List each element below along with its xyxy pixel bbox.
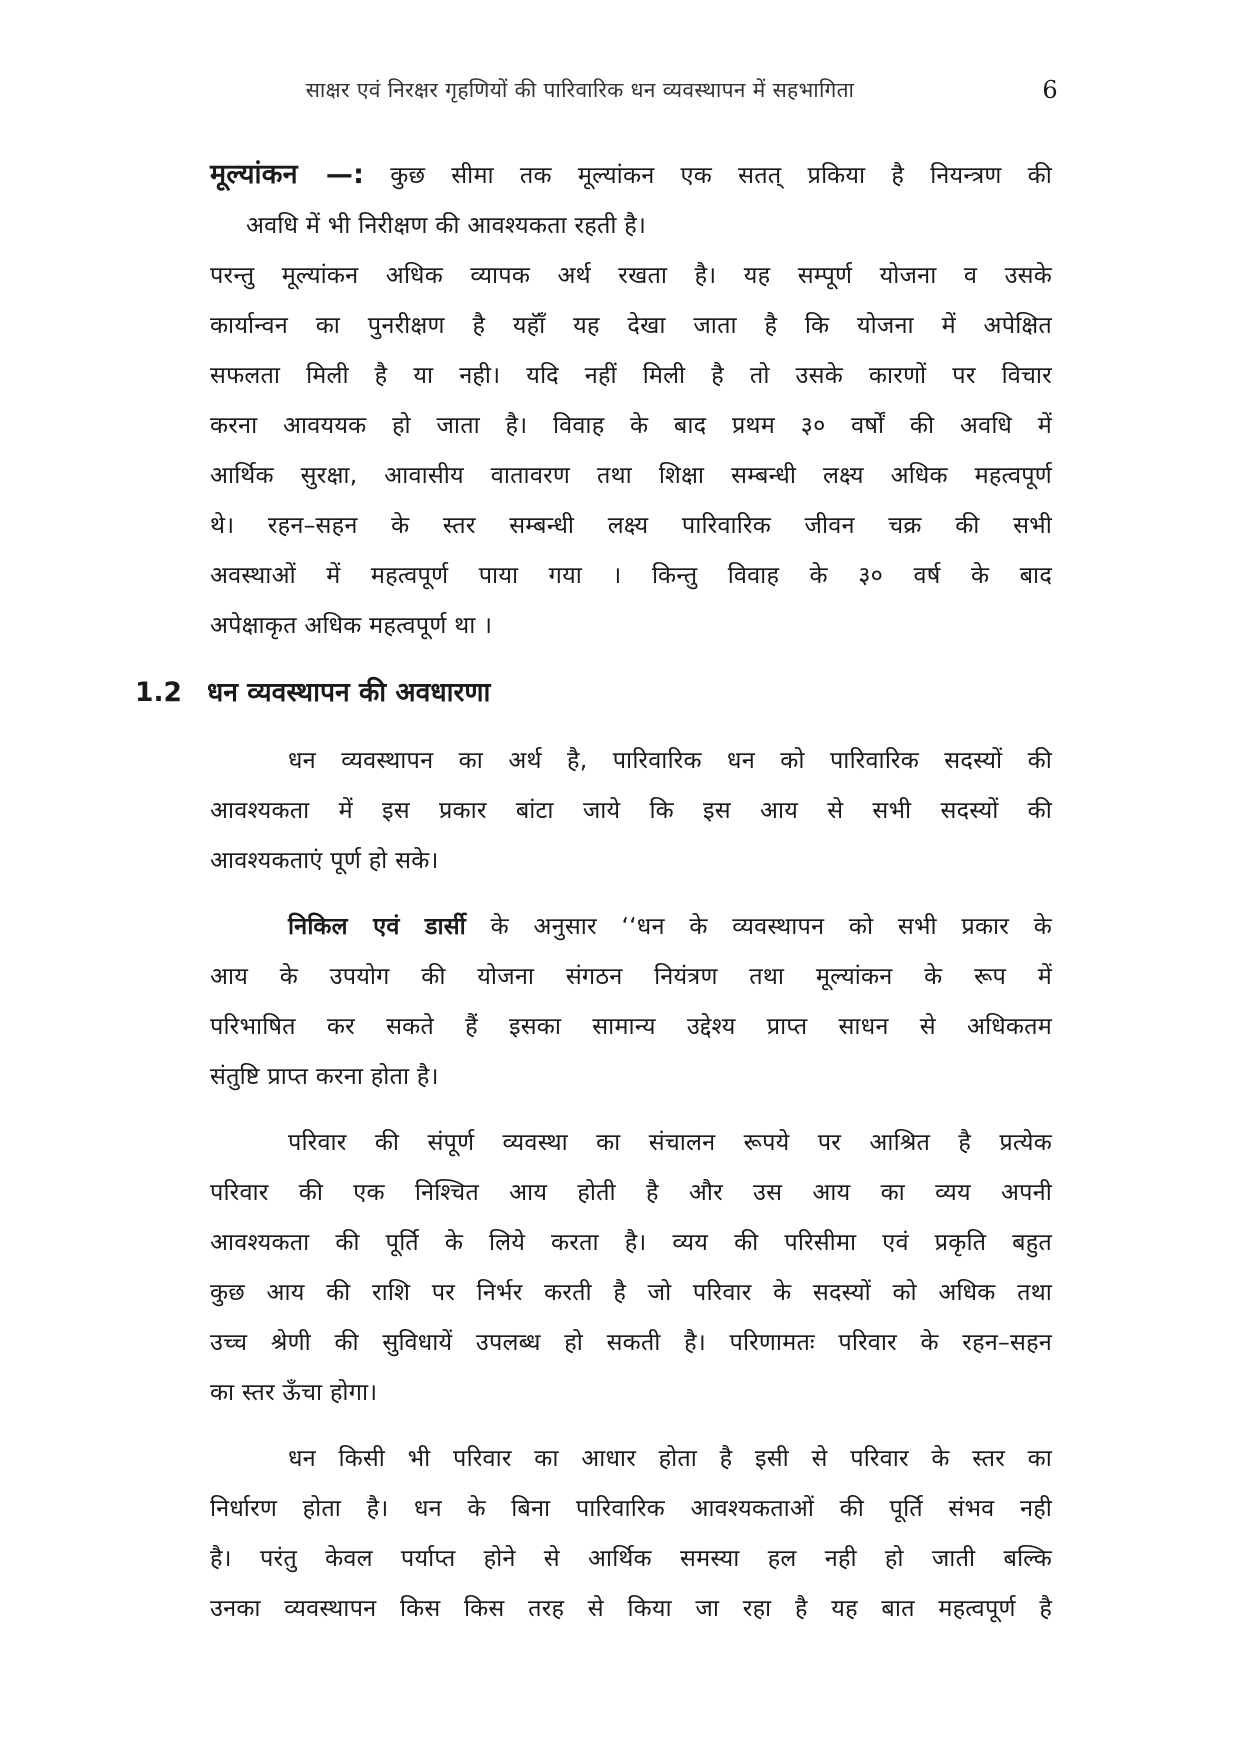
paragraph-2-line: आय के उपयोग की योजना संगठन नियंत्रण तथा मूल्यांकन के रूप में bbox=[210, 962, 1052, 990]
running-header bbox=[0, 70, 1241, 110]
paragraph-3-line: आवश्यकता की पूर्ति के लिये करता है। व्यय की परिसीमा एवं प्रकृति बहुत bbox=[210, 1228, 1052, 1256]
page-number: 6 bbox=[1042, 76, 1058, 104]
evaluation-line-1 bbox=[210, 155, 1052, 195]
section-number: 1.2 bbox=[135, 677, 182, 708]
evaluation-line-1-text: कुछ सीमा तक मूल्यांकन एक सतत् प्रकिया है नियन्त्रण की bbox=[390, 161, 1053, 189]
paragraph-1-line: धन व्यवस्थापन का अर्थ है, पारिवारिक धन को पारिवारिक सदस्यों की bbox=[288, 746, 1052, 774]
evaluation-line: अपेक्षाकृत अधिक महत्वपूर्ण था । bbox=[210, 611, 493, 639]
evaluation-line: कार्यान्वन का पुनरीक्षण है यहॅाँ यह देखा जाता है कि योजना में अपेक्षित bbox=[210, 311, 1052, 339]
evaluation-line: थे। रहन–सहन के स्तर सम्बन्धी लक्ष्य पारिवारिक जीवन चक्र की सभी bbox=[210, 511, 1052, 539]
paragraph-3-line: का स्तर ऊँचा होगा। bbox=[210, 1378, 378, 1406]
paragraph-3-line: उच्च श्रेणी की सुविधायें उपलब्ध हो सकती है। परिणामतः परिवार के रहन–सहन bbox=[210, 1328, 1052, 1356]
paragraph-2-line-1 bbox=[288, 906, 1052, 946]
paragraph-4-line: उनका व्यवस्थापन किस किस तरह से किया जा रहा है यह बात महत्वपूर्ण है bbox=[210, 1594, 1052, 1622]
paragraph-4-line: निर्धारण होता है। धन के बिना पारिवारिक आवश्यकताओं की पूर्ति संभव नही bbox=[210, 1494, 1052, 1522]
author-names: निकिल एवं डार्सी bbox=[288, 912, 466, 940]
evaluation-term: मूल्यांकन —: bbox=[210, 159, 365, 190]
paragraph-1-line: आवश्यकताएं पूर्ण हो सके। bbox=[210, 846, 439, 874]
paragraph-1-line: आवश्यकता में इस प्रकार बांटा जाये कि इस आय से सभी सदस्यों की bbox=[210, 796, 1052, 824]
evaluation-line: करना आवययक हो जाता है। विवाह के बाद प्रथम ३० वर्षों की अवधि में bbox=[210, 411, 1052, 439]
evaluation-line: आर्थिक सुरक्षा, आवासीय वातावरण तथा शिक्षा सम्बन्धी लक्ष्य अधिक महत्वपूर्ण bbox=[210, 461, 1052, 489]
paragraph-2-line: संतुष्टि प्राप्त करना होता है। bbox=[210, 1062, 439, 1090]
evaluation-line: अवस्थाओं में महत्वपूर्ण पाया गया । किन्तु विवाह के ३० वर्ष के बाद bbox=[210, 561, 1052, 589]
paragraph-3-line: कुछ आय की राशि पर निर्भर करती है जो परिवार के सदस्यों को अधिक तथा bbox=[210, 1278, 1052, 1306]
section-title: धन व्यवस्थापन की अवधारणा bbox=[207, 677, 491, 708]
paragraph-2-line-1-text: के अनुसार ‘‘धन के व्यवस्थापन को सभी प्रकार के bbox=[490, 912, 1052, 940]
evaluation-line: परन्तु मूल्यांकन अधिक व्यापक अर्थ रखता है। यह सम्पूर्ण योजना व उसके bbox=[210, 261, 1052, 289]
paragraph-3-line: परिवार की एक निश्चित आय होती है और उस आय का व्यय अपनी bbox=[210, 1178, 1052, 1206]
evaluation-line-2: अवधि में भी निरीक्षण की आवश्यकता रहती है। bbox=[246, 211, 647, 239]
evaluation-line: सफलता मिली है या नही। यदि नहीं मिली है तो उसके कारणों पर विचार bbox=[210, 361, 1052, 389]
paragraph-3-line: परिवार की संपूर्ण व्यवस्था का संचालन रूपये पर आश्रित है प्रत्येक bbox=[288, 1128, 1052, 1156]
section-heading bbox=[135, 671, 490, 715]
paragraph-4-line: धन किसी भी परिवार का आधार होता है इसी से परिवार के स्तर का bbox=[288, 1444, 1052, 1472]
paragraph-4-line: है। परंतु केवल पर्याप्त होने से आर्थिक समस्या हल नही हो जाती बल्कि bbox=[210, 1544, 1052, 1572]
paragraph-2-line: परिभाषित कर सकते हैं इसका सामान्य उद्देश्य प्राप्त साधन से अधिकतम bbox=[210, 1012, 1052, 1040]
running-title: साक्षर एवं निरक्षर गृहणियों की पारिवारिक धन व्यवस्थापन में सहभागिता bbox=[305, 78, 855, 102]
